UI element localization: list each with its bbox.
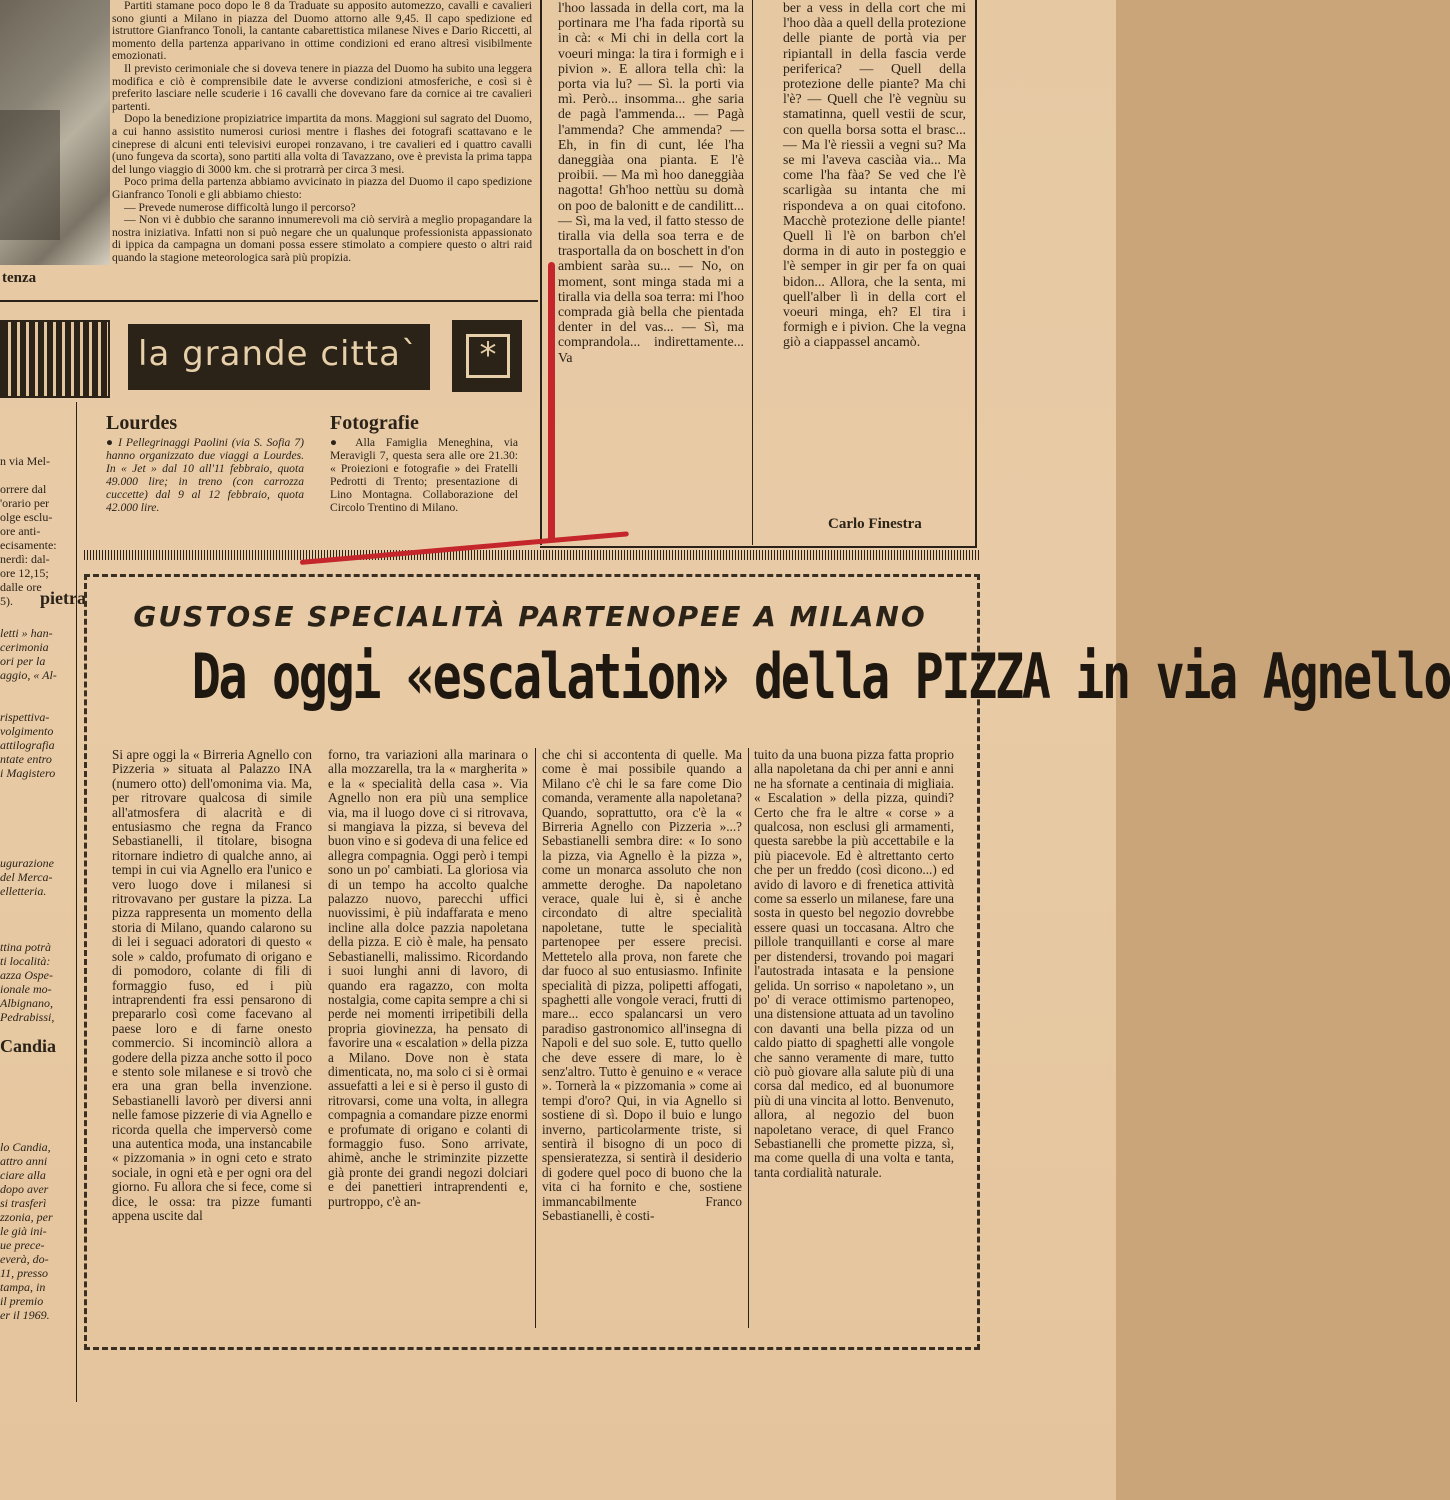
asterisk-symbol: * [466,334,510,378]
top-article-p2: Il previsto cerimoniale che si doveva tenere in piazza del Duomo ha subito una leggera modifica e ciò è comprensibile date le avverse condizioni atmosferiche, e così si è preferito lasciare nelle scuderie i 16 cavalli che dovevano fare da cornice ai tre cavalieri partenti. [112,61,532,113]
pizza-article-column-4: tuito da una buona pizza fatta proprio alla napoletana da chi per anni e anni ne ha sfornate a centinaia di migliaia. « Escalation » della pizza, quindi? Certo che fra le altre « corse » a qualcosa, non esclusi gli armamenti, questa sarebbe la più accettabile e la più piacevole. Ed è altrettanto certo che per un freddo (così dicono...) ed avido di lavoro e di frenetica attività come sa esserlo un milanese, fare una sosta in questo bel negozio dovrebbe essere quasi un toccasana. Altro che pillole tranquillanti e corse al mare per distendersi, trovando poi magari l'autostrada intasata e la pensione gelida. Un sorriso « napoletano », un po' di verace ottimismo partenopeo, una distensione attuata ad un tavolino con davanti una bella pizza od un caldo piatto di spaghetti alle vongole che sanno veramente di mare, tutto ciò può giovare alla salute più di una corsa dal medico, ed al buonumore più di una vincita al lotto. Benvenuto, allora, al negozio del buon napoletano verace, di quel Franco Sebastianelli che promette pizza, sì, ma come quella di una volta e tanta, tanta cordialità naturale. [754,747,954,1180]
top-article-p5: — Prevede numerose difficoltà lungo il percorso? [124,200,356,214]
left-fragment-5-text: lo Candia, attro anni ciare alla dopo aver si trasferì zzonia, per le già ini- ue prece- everà, do- 11, presso tampa, in il premio er il 1969. [0,1140,53,1322]
fotografie-heading: Fotografie [330,412,419,434]
fotografie-body: ● Alla Famiglia Meneghina, via Meravigli 7, questa sera alle ore 21.30: « Proiezioni e fotografie » dei Fratelli Pedrotti di Trento; presentazione di Lino Montagna. Collaborazione del Circolo Trentino di Milano. [330,436,518,514]
article-kicker: GUSTOSE SPECIALITÀ PARTENOPEE A MILANO [133,600,927,633]
pietra-heading: pietra [40,588,86,608]
red-pencil-mark [548,262,555,542]
left-column-rule [76,402,77,1402]
column-rule [975,0,977,548]
left-fragment-2 [0,612,76,782]
lourdes-heading: Lourdes [106,412,178,434]
left-fragment-5 [0,1126,76,1336]
city-skyline-icon [0,320,110,398]
top-article [112,0,532,290]
top-article-p1: Partiti stamane poco dopo le 8 da Traduate su apposito automezzo, cavalli e cavalieri sono giunti a Milano in piazza del Duomo attorno alle 9,45. Il capo spedizione ed istruttore Gianfranco Tonoli, la cantante cabarettistica milanese Nives e Dario Riccetti, al momento della partenza apparivano in ottime condizioni ed erano altresì visibilmente emozionati. [112,0,532,63]
dialect-column-2: ber a vess in della cort che mi l'hoo dàa a quell della protezione delle piante de portà via per ripiantall in della fascia verde periferica? — Quell della protezione delle piante? Ma chi l'è? — Quell che l'è vegnùu su stamatinna, quell vestii de scur, con quella borsa sotta el brasc... — Ma l'è riessìi a vegni su? Ma se mi l'aveva casciàa via... Ma come l'ha fàa? Se ved che l'è scarligàa su intanta che mi rispondeva a on quai citofono. Macchè protezione delle piante! Quell lì l'è on barbon ch'el dorma in di auto in posteggio e l'è semper in gir per fa on quai bidon... Allora, che la senta, mi quell'alber lì in della cort el voeuri minga, eh? El tira i formigh e i pivion. Che la vegna giò a ciappassel ancamò. [783,0,966,350]
column-title: la grande citta` [138,334,419,374]
left-fragment-3-text: ugurazione del Merca- elletteria. [0,856,54,898]
column-rule [752,0,753,545]
candia-heading: Candia [0,1036,57,1056]
pizza-article-column-3: che chi si accontenta di quelle. Ma come è mai possibile quando a Milano c'è chi le sa fare come Dio comanda, veramente alla napoletana? Quando, soprattutto, ora c'è la « Birreria Agnello con Pizzeria »...? Sebastianelli sembra dire: « Io sono la pizza, via Agnello è la pizza », come un monarca assoluto che non ammette deroghe. Da napoletano verace, quale lui è, si è anche circondato di altre specialità napoletane, tutte le specialità partenopee per essere precisi. Mettetelo alla prova, non farete che dar fuoco al suo entusiasmo. Infinite specialità di pizza, polipetti affogati, spaghetti alle vongole veraci, frutti di mare... ecco spalancarsi un vero paradiso gastronomico all'insegna di Napoli e del suo sole. E, tutto quello che deve essere di mare, lo è senz'altro. Tutto è genuino e « verace ». Tornerà la « pizzomania » come ai tempi d'oro? Qui, in via Agnello si sostiene di sì. Dopo il buio e lungo inverno, particolarmente triste, si sentirà il bisogno di un poco di spensieratezza, si sentirà il desiderio di godere quel poco di buono che la vita ci ha fornito e che, sostiene immancabilmente Franco Sebastianelli, è costi- [542,747,742,1223]
dialect-column-1: l'hoo lassada in della cort, ma la portinara me l'ha fada riportà su in cà: « Mi chi in della cort la voeuri minga: la tira i formigh e i pivion ». E allora tella chì: la porta via lu? — Sì. la porti via mì. Però... insomma... ghe saria de pagà l'ammenda... — Pagà l'ammenda? Che ammenda? — Eh, in fin di cunt, lée l'ha daneggiàa ona pianta. E l'è proibii. — Ma mì hoo daneggiàa nagotta! Gh'hoo nettùu su domà on poo de balonitt e de candilitt... — Sì, ma la ved, il fatto stesso de tiralla via della soa terra e de trasportalla da on boschett in d'on ambient saràa su... — No, on moment, sont minga stada mi a tiralla via della soa terra: mi l'hoo comprada già bella che pientada denter in del vas... — Sì, ma comprandola... indirettamente... Va [558,0,745,365]
left-fragment-4 [0,926,76,1024]
pizza-article-column-1: Si apre oggi la « Birreria Agnello con Pizzeria » situata al Palazzo INA (numero otto) dell'omonima via. Ma, per ritrovare qualcosa di simile all'atmosfera di alacrità e di entusiasmo che regna da Franco Sebastianelli, il titolare, bisogna ritornare indietro di qualche anno, ai tempi in cui via Agnello era l'unico e vero luogo dove i milanesi si ritrovavano per gustare la pizza. La pizza rappresenta un momento della storia di Milano, quando calarono su di lei i seguaci adoratori di questo « sole » caldo, profumato di origano e di pomodoro, colante di fili di formaggio fuso, ed i più intraprendenti fra essi pensarono di prepararlo così come facevano al paese loro e di farne onesto commercio. Si incominciò allora a godere della pizza anche sotto il poco e stento sole milanese e si trovò che era una gran bella invenzione. Sebastianelli lavorò per diversi anni nelle famose pizzerie di via Agnello e ricorda quella che imperversò come una autentica moda, una instancabile « pizzomania » in ogni ceto e strato sociale, in ogni età e per ogni ora del giorno. Fu allora che si fece, come si dice, le ossa: tra pizze fumanti appena uscite dal [112,747,312,1223]
article-top-rule [84,550,979,560]
top-article-p3: Dopo la benedizione propiziatrice impartita da mons. Maggioni sul sagrato del Duomo, a cui hanno assistito numerosi curiosi mentre i flashes dei fotografi scattavano e le cineprese di alcuni enti televisivi europei ronzavano, i tre cavalieri ed i quattro cavalli (uno fungeva da scorta), sono partiti alla volta di Tavazzano, ove è prevista la prima tappa del lungo viaggio di 3000 km. che si protrarrà per circa 3 mesi. [112,112,532,176]
photo-caption: tenza [2,270,37,286]
left-fragment-1-text: n via Mel- orrere dal 'orario per olge esclu- ore anti- ecisamente: nerdì: dal- ore 12,15; dalle ore 5). [0,454,57,608]
column-title-banner [128,324,430,390]
top-article-p4: Poco prima della partenza abbiamo avvicinato in piazza del Duomo il capo spedizione Gianfranco Tonoli e gli abbiamo chiesto: [112,175,532,201]
rule [540,546,977,548]
column-rule [748,748,749,1328]
left-fragment-4-text: ttina potrà ti località: azza Ospe- ionale mo- Albignano, Pedrabissi, [0,940,55,1024]
rule [0,300,538,302]
column-rule [535,748,536,1328]
asterisk-logo-icon [452,320,522,392]
left-fragment-2-text: letti » han- cerimonia ori per la aggio, « Al- rispettiva- volgimento attilografia ntate entro i Magistero [0,626,57,780]
top-article-p6: — Non vi è dubbio che saranno innumerevoli ma ciò servirà a meglio propagandare la nostra iniziativa. Infatti non si può negare che un qualunque professionista appassionato di ippica da campagna un domani possa essere stimolato a compiere questo o altri raid quando la stagione meteorologica sarà più propizia. [112,213,532,264]
pizza-article-column-2: forno, tra variazioni alla marinara o alla mozzarella, tra la « margherita » e la « specialità della casa ». Via Agnello non era più una semplice via, ma il luogo dove ci si ritrovava, si mangiava la pizza, si beveva del buon vino e si godeva di una felice ed allegra compagnia. Oggi però i tempi sono un po' cambiati. La gloriosa via di un tempo ha accolto qualche palazzo nuovo, parecchi uffici nuovissimi, è più indaffarata e meno incline alla dolce pazzia napoletana della pizza. E ciò è male, ha pensato Sebastianelli, malissimo. Ricordando i suoi lunghi anni di lavoro, di quando era ragazzo, con molta nostalgia, come capita sempre a chi si perde nei momenti irripetibili della propria giovinezza, ha pensato di favorire una « escalation » della pizza a Milano. Dove non è stata dimenticata, no, ma solo ci si è ormai assuefatti a lei e si è perso il gusto di ritrovarsi, come una volta, in allegra compagnia a comandare pizze enormi e profumate di origano e colanti di formaggio fuso. Sono arrivate, ahimè, anche le striminzite pizzette già pronte dei grandi negozi dolciari e dei panettieri intraprendenti e, purtroppo, c'è an- [328,747,528,1209]
article-headline: Da oggi «escalation» della PIZZA in via Agnello [191,640,1450,713]
author-signature: Carlo Finestra [828,516,922,532]
lourdes-body: ● I Pellegrinaggi Paolini (via S. Sofia 7) hanno organizzato due viaggi a Lourdes. In « Jet » dal 10 all'11 febbraio, quota 49.000 lire; in treno (con carrozza cuccette) dal 9 al 12 febbraio, quota 42.000 lire. [106,436,304,514]
left-fragment-3 [0,842,76,898]
column-rule [540,0,542,545]
news-photo [0,0,110,265]
